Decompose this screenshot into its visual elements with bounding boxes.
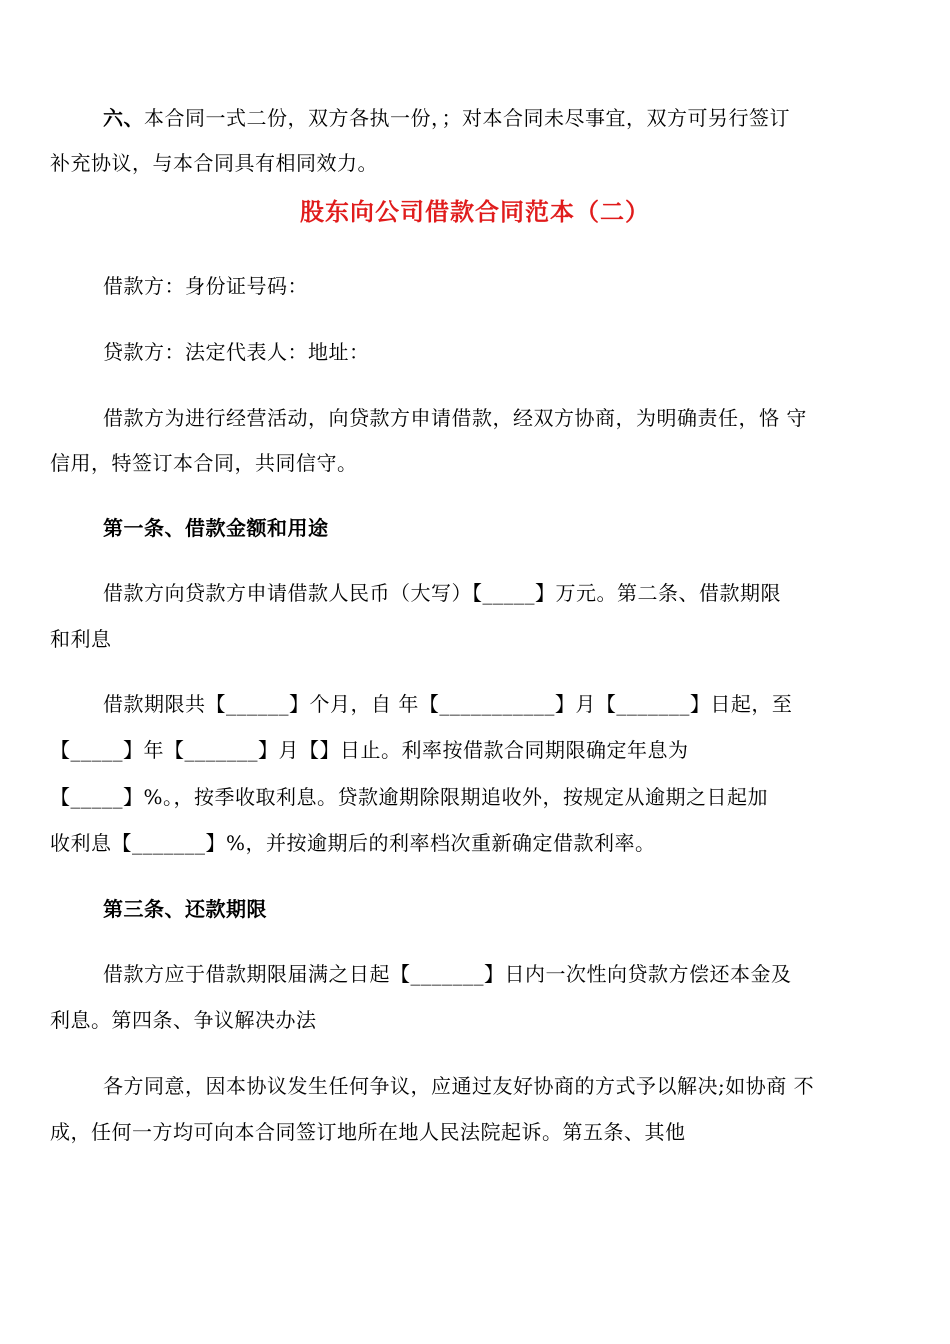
clause-six-number: 六、 — [103, 106, 144, 130]
article-three-heading: 第三条、还款期限 — [103, 897, 267, 921]
article-three-line-2: 利息。第四条、争议解决办法 — [50, 1008, 317, 1032]
article-one-heading: 第一条、借款金额和用途 — [103, 516, 329, 540]
intro-line-1: 借款方为进行经营活动，向贷款方申请借款，经双方协商，为明确责任，恪 守 — [103, 406, 807, 430]
article-two-line-2: 【_____】年【_______】月【】日止。利率按借款合同期限确定年息为 — [50, 738, 689, 762]
article-two-line-3: 【_____】%。，按季收取利息。贷款逾期除限期追收外，按规定从逾期之日起加 — [50, 785, 769, 809]
article-two-line-1: 借款期限共【______】个月，自 年【___________】月【_______】日起，至 — [103, 692, 793, 716]
document-title: 股东向公司借款合同范本（二） — [300, 198, 650, 226]
clause-six-text: 本合同一式二份，双方各执一份，；对本合同未尽事宜，双方可另行签订 — [144, 106, 790, 130]
article-four-line-2: 成，任何一方均可向本合同签订地所在地人民法院起诉。第五条、其他 — [50, 1120, 686, 1144]
borrower-line: 借款方：身份证号码： — [103, 274, 308, 298]
article-one-line-1: 借款方向贷款方申请借款人民币（大写）【_____】万元。第二条、借款期限 — [103, 581, 781, 605]
clause-six-line-2: 补充协议，与本合同具有相同效力。 — [50, 151, 378, 175]
lender-line: 贷款方：法定代表人：地址： — [103, 340, 370, 364]
article-two-line-4: 收利息【_______】%，并按逾期后的利率档次重新确定借款利率。 — [50, 831, 656, 855]
article-one-line-2: 和利息 — [50, 627, 112, 651]
article-four-line-1: 各方同意，因本协议发生任何争议，应通过友好协商的方式予以解决;如协商 不 — [103, 1074, 815, 1098]
article-three-line-1: 借款方应于借款期限届满之日起【_______】日内一次性向贷款方偿还本金及 — [103, 962, 792, 986]
clause-six-line-1 — [103, 104, 790, 132]
intro-line-2: 信用，特签订本合同，共同信守。 — [50, 451, 358, 475]
